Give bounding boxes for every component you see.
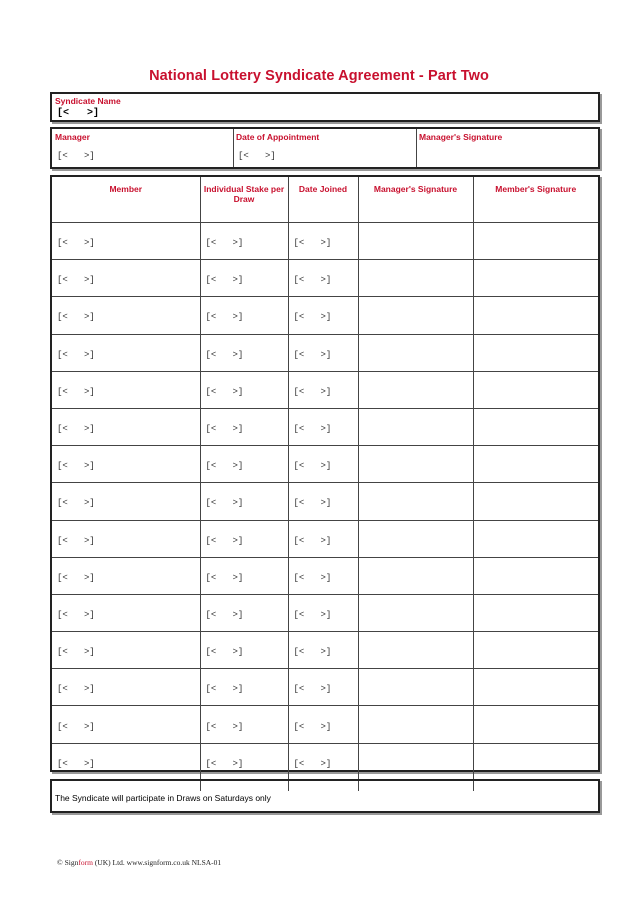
date-joined-field[interactable] — [288, 669, 358, 706]
date-joined-field[interactable] — [288, 371, 358, 408]
date-joined-field[interactable] — [288, 520, 358, 557]
member-field[interactable] — [52, 371, 200, 408]
stake-field-text: [< >] — [205, 758, 244, 769]
participation-note-section — [50, 779, 600, 813]
member-field[interactable] — [52, 594, 200, 631]
member-signature-field[interactable] — [473, 483, 598, 520]
stake-field-text: [< >] — [205, 609, 244, 620]
manager-signature-field[interactable] — [358, 594, 473, 631]
manager-signature-field[interactable] — [358, 632, 473, 669]
manager-cell — [52, 129, 234, 167]
date-joined-field-text: [< >] — [293, 684, 332, 695]
stake-field-text: [< >] — [205, 238, 244, 249]
stake-field[interactable] — [200, 408, 288, 445]
member-signature-field[interactable] — [473, 594, 598, 631]
stake-field[interactable] — [200, 223, 288, 260]
member-field-text: [< >] — [57, 572, 95, 583]
stake-field[interactable] — [200, 743, 288, 780]
member-row — [52, 334, 598, 371]
member-field-text: [< >] — [57, 684, 95, 695]
member-row — [52, 297, 598, 334]
member-signature-field[interactable] — [473, 223, 598, 260]
header-managers-signature: Manager's Signature — [358, 177, 473, 223]
date-joined-field-text: [< >] — [293, 609, 332, 620]
date-joined-field[interactable] — [288, 557, 358, 594]
stake-field[interactable] — [200, 632, 288, 669]
members-section — [50, 175, 600, 772]
date-joined-field[interactable] — [288, 223, 358, 260]
date-joined-field[interactable] — [288, 297, 358, 334]
stake-field-text: [< >] — [205, 684, 244, 695]
date-joined-field-text: [< >] — [293, 498, 332, 509]
header-member: Member — [52, 177, 200, 223]
members-table-header — [52, 177, 598, 223]
member-field[interactable] — [52, 223, 200, 260]
member-field-text: [< >] — [57, 275, 95, 286]
copyright-details: (UK) Ltd. www.signform.co.uk NLSA-01 — [92, 858, 222, 867]
member-row — [52, 520, 598, 557]
member-field[interactable] — [52, 297, 200, 334]
date-joined-field[interactable] — [288, 334, 358, 371]
member-row — [52, 371, 598, 408]
member-row — [52, 446, 598, 483]
stake-field[interactable] — [200, 446, 288, 483]
member-row — [52, 669, 598, 706]
member-field-text: [< >] — [57, 312, 95, 323]
member-signature-field[interactable] — [473, 371, 598, 408]
date-joined-field-text: [< >] — [293, 535, 332, 546]
brand-name: Signform — [64, 858, 93, 867]
date-joined-field-text: [< >] — [293, 386, 332, 397]
date-joined-field[interactable] — [288, 260, 358, 297]
date-joined-field[interactable] — [288, 446, 358, 483]
stake-field-text: [< >] — [205, 461, 244, 472]
member-field-text: [< >] — [57, 535, 95, 546]
member-row — [52, 408, 598, 445]
date-joined-field[interactable] — [288, 594, 358, 631]
date-joined-field-text: [< >] — [293, 758, 332, 769]
manager-field[interactable]: [< >] — [57, 151, 95, 161]
member-field[interactable] — [52, 669, 200, 706]
manager-signature-field[interactable] — [358, 483, 473, 520]
stake-field[interactable] — [200, 594, 288, 631]
date-joined-field-text: [< >] — [293, 721, 332, 732]
stake-field-text: [< >] — [205, 424, 244, 435]
syndicate-name-field[interactable]: [< >] — [57, 108, 100, 119]
manager-signature-field[interactable] — [358, 520, 473, 557]
member-field-text: [< >] — [57, 461, 95, 472]
stake-field[interactable] — [200, 260, 288, 297]
member-signature-field[interactable] — [473, 297, 598, 334]
copyright-symbol: © — [57, 858, 63, 867]
stake-field[interactable] — [200, 371, 288, 408]
member-field-text: [< >] — [57, 758, 95, 769]
member-field-text: [< >] — [57, 424, 95, 435]
stake-field-text: [< >] — [205, 721, 244, 732]
stake-field[interactable] — [200, 297, 288, 334]
date-of-appointment-cell — [233, 129, 417, 167]
date-joined-field-text: [< >] — [293, 349, 332, 360]
copyright-footer — [57, 858, 221, 867]
manager-signature-field[interactable] — [358, 334, 473, 371]
member-row — [52, 260, 598, 297]
syndicate-name-label: Syndicate Name — [55, 96, 121, 106]
date-joined-field[interactable] — [288, 483, 358, 520]
member-row — [52, 594, 598, 631]
member-field-text: [< >] — [57, 386, 95, 397]
manager-signature-field[interactable] — [358, 706, 473, 743]
manager-section — [50, 127, 600, 169]
member-row — [52, 632, 598, 669]
participation-note: The Syndicate will participate in Draws on Saturdays only — [55, 793, 271, 803]
member-field[interactable] — [52, 520, 200, 557]
member-field[interactable] — [52, 743, 200, 780]
member-field-text: [< >] — [57, 349, 95, 360]
manager-signature-field[interactable] — [358, 743, 473, 780]
manager-label: Manager — [55, 132, 90, 142]
member-row — [52, 483, 598, 520]
date-joined-field-text: [< >] — [293, 572, 332, 583]
stake-field[interactable] — [200, 483, 288, 520]
date-joined-field[interactable] — [288, 706, 358, 743]
document-title: National Lottery Syndicate Agreement - Part Two — [149, 68, 489, 84]
stake-field[interactable] — [200, 669, 288, 706]
member-signature-field[interactable] — [473, 260, 598, 297]
stake-field[interactable] — [200, 706, 288, 743]
date-of-appointment-field[interactable]: [< >] — [238, 151, 276, 161]
date-joined-field[interactable] — [288, 632, 358, 669]
syndicate-name-section — [50, 92, 600, 122]
manager-signature-label: Manager's Signature — [419, 132, 503, 142]
member-field[interactable] — [52, 706, 200, 743]
manager-signature-cell[interactable] — [416, 129, 598, 167]
member-field-text: [< >] — [57, 647, 95, 658]
stake-field-text: [< >] — [205, 349, 244, 360]
member-row — [52, 557, 598, 594]
stake-field-text: [< >] — [205, 386, 244, 397]
member-signature-field[interactable] — [473, 446, 598, 483]
manager-signature-field[interactable] — [358, 446, 473, 483]
manager-signature-field[interactable] — [358, 371, 473, 408]
member-field[interactable] — [52, 483, 200, 520]
stake-field[interactable] — [200, 334, 288, 371]
stake-field-text: [< >] — [205, 535, 244, 546]
date-joined-field-text: [< >] — [293, 461, 332, 472]
manager-signature-field[interactable] — [358, 297, 473, 334]
header-individual-stake: Individual Stake per Draw — [200, 177, 288, 223]
member-row — [52, 223, 598, 260]
stake-field[interactable] — [200, 520, 288, 557]
member-signature-field[interactable] — [473, 632, 598, 669]
member-row — [52, 743, 598, 780]
member-field[interactable] — [52, 632, 200, 669]
member-signature-field[interactable] — [473, 669, 598, 706]
member-signature-field[interactable] — [473, 706, 598, 743]
member-signature-field[interactable] — [473, 334, 598, 371]
stake-field-text: [< >] — [205, 572, 244, 583]
member-field-text: [< >] — [57, 721, 95, 732]
stake-field-text: [< >] — [205, 312, 244, 323]
manager-signature-field[interactable] — [358, 408, 473, 445]
header-members-signature: Member's Signature — [473, 177, 598, 223]
date-joined-field-text: [< >] — [293, 647, 332, 658]
manager-signature-field[interactable] — [358, 669, 473, 706]
member-field-text: [< >] — [57, 238, 95, 249]
date-joined-field[interactable] — [288, 743, 358, 780]
member-field-text: [< >] — [57, 609, 95, 620]
date-joined-field-text: [< >] — [293, 238, 332, 249]
date-joined-field-text: [< >] — [293, 275, 332, 286]
stake-field-text: [< >] — [205, 498, 244, 509]
member-row — [52, 706, 598, 743]
member-field[interactable] — [52, 446, 200, 483]
date-joined-field-text: [< >] — [293, 312, 332, 323]
date-joined-field-text: [< >] — [293, 424, 332, 435]
member-field-text: [< >] — [57, 498, 95, 509]
member-field[interactable] — [52, 557, 200, 594]
date-of-appointment-label: Date of Appointment — [236, 132, 320, 142]
member-field[interactable] — [52, 334, 200, 371]
stake-field-text: [< >] — [205, 275, 244, 286]
manager-signature-field[interactable] — [358, 223, 473, 260]
stake-field-text: [< >] — [205, 647, 244, 658]
header-date-joined: Date Joined — [288, 177, 358, 223]
members-table — [52, 177, 598, 791]
member-signature-field[interactable] — [473, 743, 598, 780]
member-signature-field[interactable] — [473, 408, 598, 445]
member-signature-field[interactable] — [473, 557, 598, 594]
date-joined-field[interactable] — [288, 408, 358, 445]
member-signature-field[interactable] — [473, 520, 598, 557]
member-field[interactable] — [52, 408, 200, 445]
member-field[interactable] — [52, 260, 200, 297]
manager-signature-field[interactable] — [358, 260, 473, 297]
stake-field[interactable] — [200, 557, 288, 594]
manager-signature-field[interactable] — [358, 557, 473, 594]
